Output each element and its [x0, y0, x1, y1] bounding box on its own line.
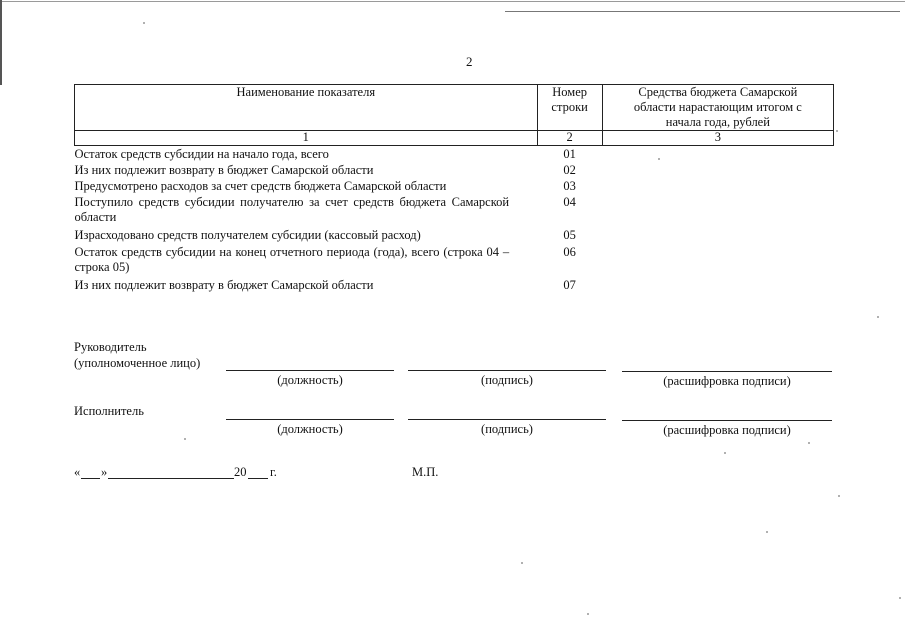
row-name: Из них подлежит возврату в бюджет Самарской области — [74, 277, 374, 292]
scan-speck — [899, 597, 901, 599]
row-code: 07 — [563, 277, 576, 292]
date-month-blank — [108, 478, 234, 479]
row-name: Остаток средств субсидии на начало года, всего — [74, 147, 329, 161]
head-position-line — [226, 370, 394, 371]
column-number-row — [75, 131, 834, 146]
column-number-2: 2 — [537, 131, 602, 146]
row-code: 05 — [563, 227, 576, 242]
scan-edge-top — [0, 1, 905, 2]
row-code: 03 — [563, 178, 576, 193]
scan-speck — [658, 158, 660, 160]
executor-position-line — [226, 419, 394, 420]
head-decoding-line — [622, 371, 832, 372]
row-name: Предусмотрено расходов за счет средств бюджета Самарской области — [74, 178, 447, 193]
executor-decoding-line — [622, 420, 832, 421]
row-code: 04 — [563, 194, 576, 209]
table-row — [75, 245, 834, 278]
row-code: 06 — [563, 244, 576, 259]
date-year-blank — [248, 478, 268, 479]
date-year-suffix: г. — [270, 465, 277, 479]
date-day-blank — [81, 478, 100, 479]
row-code: 01 — [563, 147, 576, 161]
head-label: Руководитель — [74, 340, 147, 354]
date-close-quote: » — [101, 465, 108, 479]
scan-speck — [143, 22, 145, 24]
table-row — [75, 228, 834, 245]
row-name: Из них подлежит возврату в бюджет Самарской области — [74, 162, 374, 177]
scan-speck — [184, 438, 186, 440]
row-name: Поступило средств субсидии получателю за счет средств бюджета Самарской области — [74, 194, 510, 224]
row-value — [602, 278, 833, 294]
scan-speck — [587, 613, 589, 615]
executor-position-caption: (должность) — [277, 422, 343, 436]
scan-edge-line — [505, 11, 900, 12]
scan-speck — [766, 531, 768, 533]
table-row — [75, 179, 834, 195]
scan-speck — [521, 562, 523, 564]
stamp-place: М.П. — [412, 465, 439, 479]
row-name: Остаток средств субсидии на конец отчетного периода (года), всего (строка 04 – строка 05) — [74, 244, 510, 274]
executor-decoding-caption: (расшифровка подписи) — [663, 423, 791, 437]
executor-signature-line — [408, 419, 606, 420]
scan-speck — [724, 452, 726, 454]
head-position-caption: (должность) — [277, 373, 343, 387]
row-code: 02 — [563, 162, 576, 177]
head-sublabel: (уполномоченное лицо) — [74, 356, 201, 370]
header-indicator-name: Наименование показателя — [75, 85, 538, 131]
header-row-number: Номер строки — [537, 85, 602, 131]
executor-signature-caption: (подпись) — [481, 422, 533, 436]
table-header-row — [75, 85, 834, 131]
row-value — [602, 228, 833, 245]
report-table — [74, 84, 834, 294]
date-open-quote: « — [74, 465, 81, 479]
scan-speck — [808, 442, 810, 444]
row-value — [602, 245, 833, 278]
row-name: Израсходовано средств получателем субсидии (кассовый расход) — [74, 227, 421, 242]
table-row — [75, 163, 834, 179]
executor-label: Исполнитель — [74, 404, 144, 418]
table-row — [75, 195, 834, 228]
scan-edge-left — [0, 0, 2, 85]
page-number: 2 — [466, 54, 473, 69]
scan-speck — [877, 316, 879, 318]
row-value — [602, 195, 833, 228]
row-value — [602, 146, 833, 163]
scan-speck — [836, 130, 838, 132]
head-signature-line — [408, 370, 606, 371]
column-number-3: 3 — [602, 131, 833, 146]
head-signature-caption: (подпись) — [481, 373, 533, 387]
row-value — [602, 179, 833, 195]
column-number-1: 1 — [75, 131, 538, 146]
table-row — [75, 146, 834, 163]
date-year-prefix: 20 — [234, 465, 247, 479]
header-budget-funds: Средства бюджета Самарской области нарастающим итогом с начала года, рублей — [602, 85, 833, 131]
scan-speck — [838, 495, 840, 497]
table-row — [75, 278, 834, 294]
row-value — [602, 163, 833, 179]
head-decoding-caption: (расшифровка подписи) — [663, 374, 791, 388]
